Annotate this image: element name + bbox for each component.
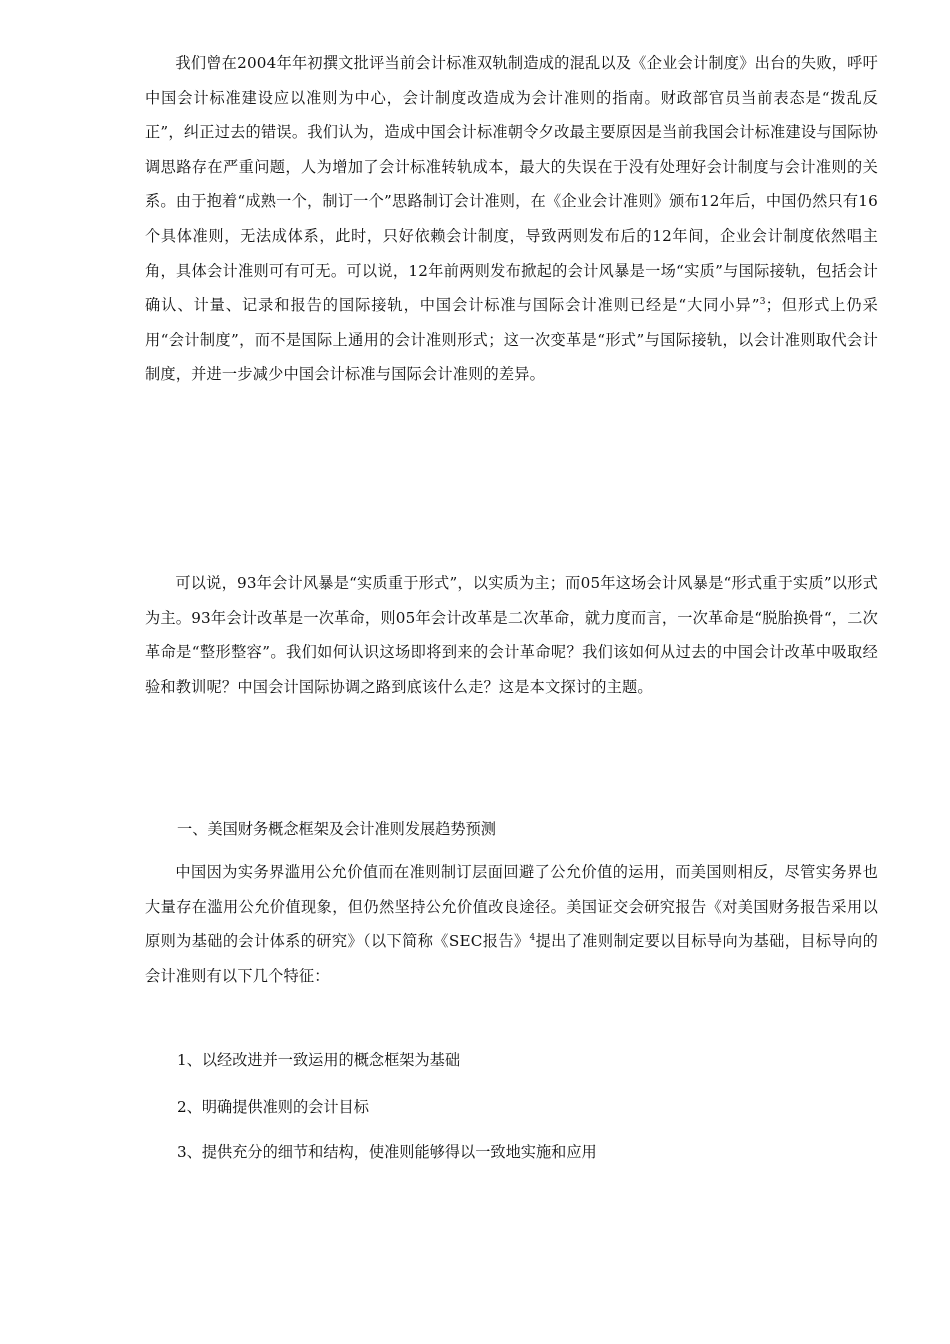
paragraph-text: 我们曾在2004年年初撰文批评当前会计标准双轨制造成的混乱以及《企业会计制度》出台的失败，呼吁中国会计标准建设应以准则为中心，会计制度改造成为会计准则的指南。财政部官员当前表态是“拨乱反正”，纠正过去的错误。我们认为，造成中国会计标准朝令夕改最主要原因是当前我国会计标准建设与国际协调思路存在严重问题，人为增加了会计标准转轨成本，最大的失误在于没有处理好会计制度与会计准则的关系。由于抱着“成熟一个，制订一个”思路制订会计准则，在《企业会计准则》颁布12年后，中国仍然只有16个具体准则，无法成体系，此时，只好依赖会计制度，导致两则发布后的12年间，企业会计制度依然唱主角，具体会计准则可有可无。可以说，12年前两则发布掀起的会计风暴是一场“实质”与国际接轨，包括会计确认、计量、记录和报告的国际接轨，中国会计标准与国际会计准则已经是“大同小异” <box>145 54 878 315</box>
paragraph-fair-value <box>145 855 878 993</box>
footnote-ref: 4 <box>529 933 536 944</box>
paragraph-text: ；但形式上仍采用“会计制度”，而不是国际上通用的会计准则形式；这一次变革是“形式”与国际接轨，以会计准则取代会计制度，并进一步减少中国会计标准与国际会计准则的差异。 <box>145 296 878 384</box>
paragraph-dual-track-standards <box>145 46 878 392</box>
paragraph-text: 中国因为实务界滥用公允价值而在准则制订层面回避了公允价值的运用，而美国则相反，尽管实务界也大量存在滥用公允价值现象，但仍然坚持公允价值改良途径。美国证交会研究报告《对美国财务报告采用以原则为基础的会计体系的研究》（以下简称《SEC报告》 <box>145 863 878 951</box>
list-item: 3、提供充分的细节和结构，使准则能够得以一致地实施和应用 <box>177 1143 597 1161</box>
list-item: 2、明确提供准则的会计目标 <box>177 1098 369 1116</box>
section-heading: 一、美国财务概念框架及会计准则发展趋势预测 <box>177 820 496 838</box>
footnote-ref: 3 <box>759 297 766 308</box>
paragraph-text: 提出了准则制定要以目标导向为基础，目标导向的会计准则有以下几个特征： <box>145 932 878 985</box>
paragraph-substance-vs-form: 可以说，93年会计风暴是“实质重于形式”，以实质为主；而05年这场会计风暴是“形式重于实质”以形式为主。93年会计改革是一次革命，则05年会计改革是二次革命，就力度而言，一次革命是“脱胎换骨“，二次革命是“整形整容”。我们如何认识这场即将到来的会计革命呢？我们该如何从过去的中国会计改革中吸取经验和教训呢？中国会计国际协调之路到底该什么走？这是本文探讨的主题。 <box>145 574 878 696</box>
list-item: 1、以经改进并一致运用的概念框架为基础 <box>177 1051 461 1069</box>
